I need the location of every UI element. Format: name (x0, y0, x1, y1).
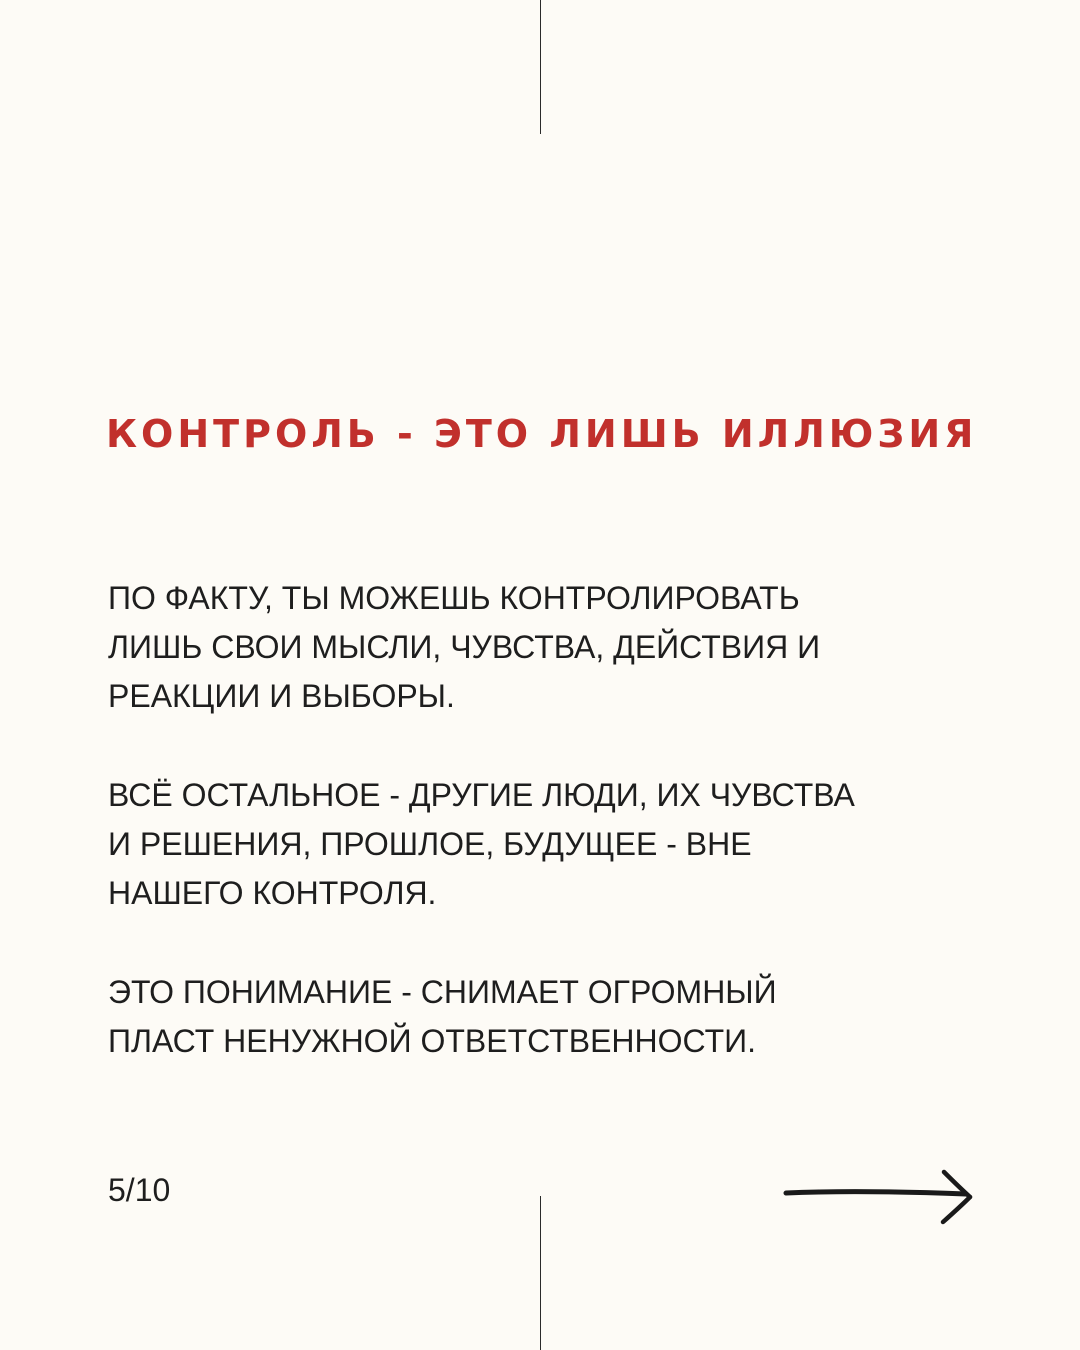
body-text (108, 574, 988, 1116)
page-title: КОНТРОЛЬ - ЭТО ЛИШЬ ИЛЛЮЗИЯ (106, 412, 978, 456)
paragraph-line: И РЕШЕНИЯ, ПРОШЛОЕ, БУДУЩЕЕ - ВНЕ (108, 826, 752, 862)
top-divider-line (540, 0, 541, 134)
paragraph-3 (108, 968, 988, 1066)
paragraph-line: ЭТО ПОНИМАНИЕ - СНИМАЕТ ОГРОМНЫЙ (108, 974, 777, 1010)
paragraph-line: ВСЁ ОСТАЛЬНОЕ - ДРУГИЕ ЛЮДИ, ИХ ЧУВСТВА (108, 777, 855, 813)
paragraph-2 (108, 771, 988, 918)
paragraph-line: РЕАКЦИИ И ВЫБОРЫ. (108, 678, 455, 714)
paragraph-line: НАШЕГО КОНТРОЛЯ. (108, 875, 437, 911)
paragraph-line: ПО ФАКТУ, ТЫ МОЖЕШЬ КОНТРОЛИРОВАТЬ (108, 580, 800, 616)
bottom-divider-line (540, 1196, 541, 1350)
paragraph-line: ПЛАСТ НЕНУЖНОЙ ОТВЕТСТВЕННОСТИ. (108, 1023, 756, 1059)
paragraph-1 (108, 574, 988, 721)
arrow-right-icon[interactable] (780, 1160, 980, 1230)
page-counter: 5/10 (108, 1172, 171, 1208)
paragraph-line: ЛИШЬ СВОИ МЫСЛИ, ЧУВСТВА, ДЕЙСТВИЯ И (108, 629, 821, 665)
